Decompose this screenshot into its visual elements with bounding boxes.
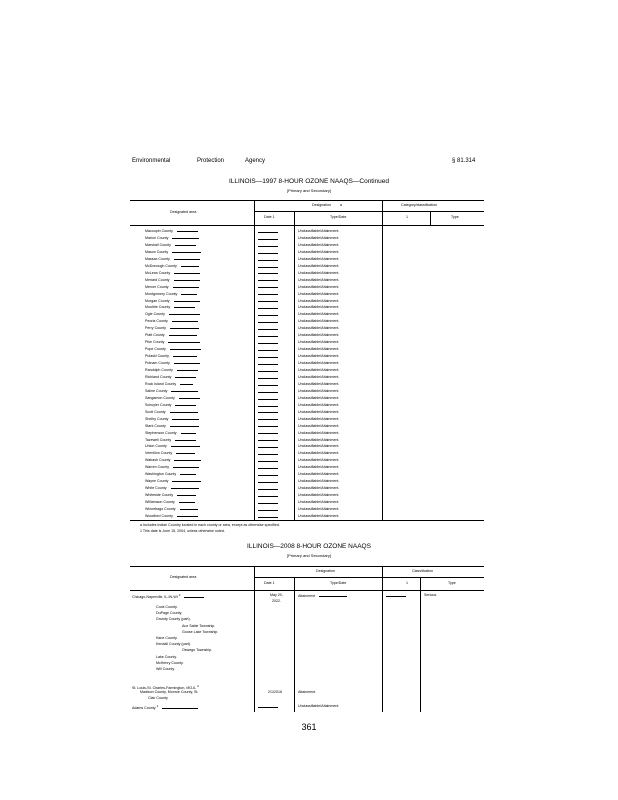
adams-leader bbox=[162, 705, 198, 709]
table1-row-type: Unclassifiable/Attainment. bbox=[298, 361, 340, 366]
table1-row-leader bbox=[170, 346, 201, 350]
table1-row-area bbox=[145, 443, 200, 449]
table1-row-type: Unclassifiable/Attainment. bbox=[298, 249, 340, 254]
table2-top-rule bbox=[130, 566, 484, 567]
table2-col-cls-date: 1 bbox=[406, 581, 408, 585]
table1-row-area-label: Schuyler County bbox=[145, 402, 172, 407]
chicago-member: Kendall County (part). bbox=[156, 642, 191, 647]
table1-row-type: Unclassifiable/Attainment. bbox=[298, 465, 340, 470]
table1-col-cat-type: Type bbox=[451, 215, 459, 219]
table1-row-leader bbox=[172, 249, 201, 253]
header-section: § 81.314 bbox=[452, 158, 476, 164]
table1-row-type: Unclassifiable/Attainment. bbox=[298, 298, 340, 303]
stlouis-line-2: Madison County, Monroe County, St. bbox=[140, 690, 199, 694]
header-agency-mid: Protection bbox=[197, 158, 225, 164]
table1-col-date bbox=[264, 214, 275, 220]
table1-row-date-blank bbox=[258, 311, 278, 316]
table1-row-area bbox=[145, 499, 195, 505]
table1-row-leader bbox=[172, 478, 201, 482]
table1-row-area bbox=[145, 367, 198, 373]
stlouis-date: 2/1/2016 bbox=[268, 690, 282, 694]
table1-row-type: Unclassifiable/Attainment. bbox=[298, 402, 340, 407]
table1-row-date-blank bbox=[258, 263, 278, 268]
table1-row-leader bbox=[170, 325, 199, 329]
table1-row-date-blank bbox=[258, 464, 278, 469]
table1-row-area bbox=[145, 339, 200, 345]
table1-row-area-label: Rock Island County bbox=[145, 381, 177, 386]
table1-row-area-label: Mercer County bbox=[145, 284, 169, 289]
table1-row-area bbox=[145, 416, 199, 422]
table1-row-area-label: Washington County bbox=[145, 472, 177, 477]
table1-row-date-blank bbox=[258, 367, 278, 372]
table1-row-date-blank bbox=[258, 457, 278, 462]
table1-row-area bbox=[145, 485, 199, 491]
table1-row-date-blank bbox=[258, 291, 278, 296]
chicago-member: Cook County. bbox=[156, 605, 178, 609]
table1-row-date-blank bbox=[258, 235, 278, 240]
table1-row-area bbox=[145, 277, 200, 283]
chicago-area bbox=[132, 593, 204, 600]
table1-row-area bbox=[145, 298, 200, 304]
table1-row-date-blank bbox=[258, 339, 278, 344]
table2-vline-4 bbox=[420, 577, 421, 712]
table1-row-date-blank bbox=[258, 409, 278, 414]
table1-row-date-blank bbox=[258, 437, 278, 442]
table1-col-cat-date: 1 bbox=[406, 215, 408, 219]
table1-row-area-label: Randolph County bbox=[145, 368, 173, 372]
chicago-member: DuPage County. bbox=[156, 611, 183, 616]
table1-row-area bbox=[145, 263, 199, 269]
table1-row-date-blank bbox=[258, 492, 278, 497]
table1-row-leader bbox=[175, 402, 196, 406]
table1-row-date-blank bbox=[258, 395, 278, 400]
table1-row-area-label: Vermilion County bbox=[145, 451, 173, 456]
table1-row-area bbox=[145, 249, 201, 255]
table1-row-area bbox=[145, 409, 198, 415]
table1-row-date-blank bbox=[258, 346, 278, 351]
table1-row-area-label: Pike County bbox=[145, 340, 165, 345]
table1-row-type: Unclassifiable/Attainment. bbox=[298, 347, 340, 352]
table1-row-area bbox=[145, 374, 196, 380]
table1-row-date-blank bbox=[258, 471, 278, 476]
table1-title: ILLINOIS—1997 8-HOUR OZONE NAAQS—Continued bbox=[228, 178, 390, 185]
table1-row-date-blank bbox=[258, 443, 278, 448]
table1-row-area bbox=[145, 353, 197, 359]
chicago-member: McHenry County. bbox=[156, 660, 184, 665]
chicago-member: Goose Lake Township. bbox=[182, 629, 219, 634]
table1-row-area bbox=[145, 235, 199, 241]
table1-row-date-blank bbox=[258, 416, 278, 421]
table1-row-area-label: Shelby County bbox=[145, 416, 169, 421]
table1-row-type: Unclassifiable/Attainment. bbox=[298, 472, 340, 477]
table1-row-area bbox=[145, 492, 196, 498]
table1-row-leader bbox=[181, 263, 199, 267]
table1-row-type: Unclassifiable/Attainment. bbox=[298, 500, 340, 505]
table1-row-date-blank bbox=[258, 242, 278, 247]
table1-designation-note: a bbox=[339, 203, 342, 207]
table1-row-area-label: McLean County bbox=[145, 270, 171, 275]
table1-row-leader bbox=[172, 416, 198, 420]
table1-row-type: Unclassifiable/Attainment. bbox=[298, 340, 340, 345]
table1-col-type: Type/Date bbox=[330, 215, 347, 219]
stlouis-type: Attainment. bbox=[298, 690, 317, 694]
table2-col-cls-type: Type bbox=[448, 581, 456, 585]
table1-row-area-label: Saline County bbox=[145, 388, 168, 393]
table1-row-area-label: Winnebago County bbox=[145, 507, 176, 511]
table1-row-date-blank bbox=[258, 402, 278, 407]
table1-row-type: Unclassifiable/Attainment. bbox=[298, 277, 340, 282]
table1-row-area bbox=[145, 430, 196, 436]
table1-row-area bbox=[145, 360, 200, 366]
table1-row-leader bbox=[175, 242, 196, 246]
chicago-area-label: Chicago-Naperville, IL-IN-WI bbox=[132, 595, 178, 600]
table1-row-date-blank bbox=[258, 506, 278, 511]
table1-row-leader bbox=[174, 457, 200, 461]
table1-row-type: Unclassifiable/Attainment. bbox=[298, 458, 340, 463]
table1-row-date-blank bbox=[258, 374, 278, 379]
table1-row-leader bbox=[170, 423, 199, 427]
table1-row-type: Unclassifiable/Attainment. bbox=[298, 312, 340, 317]
table1-row-date-blank bbox=[258, 478, 278, 483]
table1-row-area-label: Morgan County bbox=[145, 298, 170, 303]
table1-row-type: Unclassifiable/Attainment. bbox=[298, 409, 340, 414]
table1-row-area-label: Sangamon County bbox=[145, 395, 175, 400]
table1-row-area bbox=[145, 471, 196, 477]
table1-row-leader bbox=[171, 485, 200, 489]
table1-row-leader bbox=[173, 464, 199, 468]
table1-row-type: Unclassifiable/Attainment. bbox=[298, 479, 340, 484]
table1-col-designation bbox=[312, 202, 342, 208]
table1-row-area-label: Peoria County bbox=[145, 319, 168, 324]
table2-subhead-rule bbox=[254, 577, 484, 578]
table1-row-leader bbox=[181, 291, 197, 295]
table1-row-area-label: Scott County bbox=[145, 409, 166, 414]
table1-row-leader bbox=[180, 506, 198, 510]
table1-row-area bbox=[145, 325, 199, 331]
chicago-leader bbox=[184, 594, 204, 598]
chicago-note: 2 bbox=[178, 593, 181, 597]
table1-row-leader bbox=[177, 228, 198, 232]
table1-row-leader bbox=[179, 499, 195, 503]
chicago-member: Kane County. bbox=[156, 636, 178, 640]
table1-row-area-label: Stark County bbox=[145, 423, 166, 428]
page-number: 361 bbox=[301, 722, 317, 732]
table1-row-leader bbox=[174, 270, 200, 274]
adams-note: 2 bbox=[156, 704, 159, 708]
stlouis-line-3: Clair County bbox=[148, 696, 168, 700]
table1-footnote-a: a Includes Indian Country located in each county or area, except as otherwise specified. bbox=[140, 523, 280, 527]
table1-row-date-blank bbox=[258, 325, 278, 330]
table1-row-type: Unclassifiable/Attainment. bbox=[298, 388, 340, 393]
table2-vline-3 bbox=[382, 566, 383, 712]
table1-row-area bbox=[145, 270, 200, 276]
table1-row-area-label: Massac County bbox=[145, 256, 170, 261]
table1-row-leader bbox=[173, 284, 199, 288]
table1-row-area-label: Tazewell County bbox=[145, 437, 172, 442]
table1-row-type: Unclassifiable/Attainment. bbox=[298, 437, 340, 442]
table1-row-area bbox=[145, 423, 199, 429]
table1-row-area bbox=[145, 402, 196, 408]
table1-row-date-blank bbox=[258, 381, 278, 386]
table1-row-area-label: Macoupin County bbox=[145, 229, 173, 233]
table1-row-date-blank bbox=[258, 332, 278, 337]
chicago-cls-date-blank bbox=[386, 596, 406, 597]
table1-row-area-label: Pulaski County bbox=[145, 354, 169, 359]
table1-row-type: Unclassifiable/Attainment. bbox=[298, 486, 340, 491]
table1-row-type: Unclassifiable/Attainment. bbox=[298, 256, 340, 261]
table1-row-area bbox=[145, 346, 201, 352]
table1-row-area bbox=[145, 513, 198, 519]
table1-row-leader bbox=[181, 430, 197, 434]
table1-row-area bbox=[145, 450, 195, 456]
table1-row-area-label: Whiteside County bbox=[145, 493, 174, 498]
table1-row-type: Unclassifiable/Attainment. bbox=[298, 374, 340, 379]
table1-row-area bbox=[145, 381, 193, 387]
table1-row-area bbox=[145, 242, 196, 248]
table1-row-area bbox=[145, 437, 196, 443]
table1-subhead-rule bbox=[254, 211, 484, 212]
table1-row-area bbox=[145, 478, 201, 484]
table1-row-leader bbox=[175, 374, 196, 378]
table1-row-date-blank bbox=[258, 360, 278, 365]
table1-row-area-label: Piatt County bbox=[145, 333, 165, 338]
table1-row-date-blank bbox=[258, 277, 278, 282]
table1-row-leader bbox=[170, 409, 199, 413]
table1-row-area-label: Menard County bbox=[145, 277, 170, 282]
table1-row-leader bbox=[172, 235, 198, 239]
table1-col-designation-label: Designation bbox=[312, 203, 331, 207]
table1-top-rule bbox=[130, 200, 484, 201]
table1-row-leader bbox=[171, 388, 197, 392]
table1-col-area: Designated area bbox=[170, 210, 197, 214]
table1-row-type: Unclassifiable/Attainment. bbox=[298, 451, 340, 456]
table2-title: ILLINOIS—2008 8-HOUR OZONE NAAQS bbox=[247, 543, 371, 550]
table1-row-type: Unclassifiable/Attainment. bbox=[298, 235, 340, 240]
table1-row-leader bbox=[174, 256, 200, 260]
table1-row-leader bbox=[179, 395, 200, 399]
table1-row-leader bbox=[175, 437, 196, 441]
table1-subtitle: [Primary and Secondary] bbox=[286, 188, 332, 193]
chicago-type bbox=[298, 593, 347, 599]
table1-date-note: 1 bbox=[272, 215, 275, 219]
table1-row-date-blank bbox=[258, 318, 278, 323]
table1-row-area-label: Marshall County bbox=[145, 242, 171, 247]
table1-col-category: Category/classification bbox=[401, 203, 437, 207]
table1-row-leader bbox=[180, 381, 193, 385]
stlouis-line-1-label: St. Louis-St. Charles-Farmington, MO-IL bbox=[132, 686, 197, 691]
chicago-member: Oswego Township. bbox=[182, 648, 213, 653]
table1-row-date-blank bbox=[258, 430, 278, 435]
table1-row-date-blank bbox=[258, 485, 278, 490]
table1-row-area-label: Marion County bbox=[145, 235, 169, 240]
table2-vline-2 bbox=[294, 577, 295, 712]
header-agency-left: Environmental bbox=[132, 158, 171, 164]
table1-row-type: Unclassifiable/Attainment. bbox=[298, 493, 340, 498]
adams-date-blank bbox=[258, 707, 278, 708]
table1-vline-4 bbox=[430, 211, 431, 225]
table1-row-date-blank bbox=[258, 298, 278, 303]
table1-row-area-label: Woodford County bbox=[145, 513, 173, 518]
table2-vline-1 bbox=[254, 566, 255, 712]
table1-row-area bbox=[145, 395, 200, 401]
table2-date-note: 1 bbox=[272, 581, 275, 585]
chicago-type-leader bbox=[319, 593, 347, 597]
table1-row-type: Unclassifiable/Attainment. bbox=[298, 333, 340, 338]
table1-row-area bbox=[145, 506, 198, 512]
table1-row-leader bbox=[177, 513, 198, 517]
table1-row-type: Unclassifiable/Attainment. bbox=[298, 444, 340, 449]
table1-row-area-label: Wayne County bbox=[145, 479, 169, 484]
table1-vline-1 bbox=[254, 200, 255, 520]
table1-row-leader bbox=[177, 367, 198, 371]
chicago-cls-type: Serious. bbox=[424, 593, 438, 597]
chicago-member: Will County. bbox=[156, 667, 175, 671]
table1-row-area bbox=[145, 256, 200, 262]
table1-row-leader bbox=[174, 360, 200, 364]
table1-row-date-blank bbox=[258, 270, 278, 275]
table2-subtitle: [Primary and Secondary] bbox=[286, 553, 332, 558]
table1-row-area-label: Putnam County bbox=[145, 361, 170, 366]
table1-row-date-blank bbox=[258, 388, 278, 393]
table2-head-rule bbox=[130, 590, 484, 591]
table1-row-area-label: Pope County bbox=[145, 347, 166, 352]
table1-row-type: Unclassifiable/Attainment. bbox=[298, 381, 340, 386]
table1-row-type: Unclassifiable/Attainment. bbox=[298, 326, 340, 331]
table1-row-leader bbox=[169, 332, 198, 336]
table1-row-date-blank bbox=[258, 249, 278, 254]
chicago-member: Lake County. bbox=[156, 654, 177, 659]
table1-row-area-label: Mason County bbox=[145, 249, 169, 254]
table2-col-designation: Designation bbox=[316, 569, 335, 573]
table1-row-area-label: White County bbox=[145, 486, 167, 491]
table1-row-area-label: Richland County bbox=[145, 374, 172, 379]
table1-row-type: Unclassifiable/Attainment. bbox=[298, 507, 340, 511]
table1-row-type: Unclassifiable/Attainment. bbox=[298, 284, 340, 289]
table1-row-date-blank bbox=[258, 284, 278, 289]
table1-row-leader bbox=[168, 339, 199, 343]
table1-row-area bbox=[145, 464, 199, 470]
table1-row-area-label: McDonough County bbox=[145, 263, 177, 268]
table1-row-type: Unclassifiable/Attainment. bbox=[298, 513, 340, 518]
table1-row-leader bbox=[169, 311, 200, 315]
chicago-date-2: 2022. bbox=[272, 599, 281, 603]
table1-row-type: Unclassifiable/Attainment. bbox=[298, 270, 340, 275]
table1-row-leader bbox=[173, 353, 197, 357]
table1-row-area bbox=[145, 457, 201, 463]
table1-footnote-1: 1 This date is June 15, 2004, unless otherwise noted. bbox=[140, 529, 225, 533]
table1-row-area-label: Perry County bbox=[145, 326, 166, 331]
table1-row-area-label: Williamson County bbox=[145, 500, 175, 505]
table1-row-area bbox=[145, 284, 199, 290]
table1-row-date-blank bbox=[258, 256, 278, 261]
adams-type: Unclassifiable/Attainment. bbox=[298, 704, 340, 708]
table1-row-area-label: Union County bbox=[145, 444, 167, 449]
table1-row-area-label: Warren County bbox=[145, 465, 170, 470]
chicago-member: Grundy County (part). bbox=[156, 617, 191, 622]
table1-row-type: Unclassifiable/Attainment. bbox=[298, 229, 340, 233]
table1-row-type: Unclassifiable/Attainment. bbox=[298, 291, 340, 296]
table1-row-type: Unclassifiable/Attainment. bbox=[298, 416, 340, 421]
table1-row-type: Unclassifiable/Attainment. bbox=[298, 242, 340, 247]
table1-row-area-label: Montgomery County bbox=[145, 291, 178, 296]
table1-row-leader bbox=[171, 443, 200, 447]
table1-row-area bbox=[145, 228, 198, 234]
table1-row-type: Unclassifiable/Attainment. bbox=[298, 319, 340, 324]
table1-row-area bbox=[145, 388, 198, 394]
table1-row-area bbox=[145, 332, 197, 338]
table1-row-leader bbox=[174, 304, 195, 308]
adams-area-label: Adams County bbox=[132, 706, 156, 711]
table1-row-type: Unclassifiable/Attainment. bbox=[298, 423, 340, 428]
table1-col-date-label: Date bbox=[264, 215, 272, 219]
table1-row-leader bbox=[174, 298, 200, 302]
table1-row-date-blank bbox=[258, 423, 278, 428]
table2-col-area: Designated area bbox=[170, 575, 197, 579]
table1-bottom-rule bbox=[130, 520, 484, 521]
table1-row-leader bbox=[172, 318, 198, 322]
chicago-member: Aux Sable Township. bbox=[182, 623, 216, 628]
table1-row-date-blank bbox=[258, 304, 278, 309]
table1-row-area bbox=[145, 318, 198, 324]
table1-row-leader bbox=[180, 471, 196, 475]
table1-vline-2 bbox=[294, 211, 295, 520]
table1-vline-3 bbox=[382, 200, 383, 520]
table1-row-type: Unclassifiable/Attainment. bbox=[298, 263, 340, 268]
table2-col-classification: Classification bbox=[412, 569, 434, 573]
table1-row-date-blank bbox=[258, 228, 278, 233]
table1-row-type: Unclassifiable/Attainment. bbox=[298, 395, 340, 400]
table1-row-area-label: Ogle County bbox=[145, 312, 165, 317]
table1-row-area-label: Wabash County bbox=[145, 458, 171, 463]
table1-row-area bbox=[145, 311, 200, 317]
table1-row-area-label: Stephenson County bbox=[145, 430, 177, 435]
chicago-date-1: May 20, bbox=[270, 593, 283, 597]
table2-col-type: Type/Date bbox=[330, 581, 347, 585]
table1-row-type: Unclassifiable/Attainment. bbox=[298, 430, 340, 435]
table1-row-area-label: Moultrie County bbox=[145, 305, 171, 310]
table1-row-leader bbox=[177, 492, 195, 496]
table1-row-type: Unclassifiable/Attainment. bbox=[298, 368, 340, 372]
table1-row-date-blank bbox=[258, 450, 278, 455]
table1-row-type: Unclassifiable/Attainment. bbox=[298, 305, 340, 310]
chicago-type-label: Attainment bbox=[298, 594, 316, 598]
table1-row-area bbox=[145, 291, 197, 297]
header-agency-right: Agency bbox=[245, 158, 266, 164]
table1-row-area bbox=[145, 304, 195, 310]
table1-row-leader bbox=[174, 277, 200, 281]
table1-row-date-blank bbox=[258, 513, 278, 518]
stlouis-note: 2 bbox=[197, 684, 199, 688]
table1-head-rule bbox=[130, 225, 484, 226]
adams-area bbox=[132, 704, 198, 711]
table2-col-date-label: Date bbox=[264, 581, 272, 585]
table1-row-date-blank bbox=[258, 353, 278, 358]
table1-row-type: Unclassifiable/Attainment. bbox=[298, 354, 340, 359]
table1-row-leader bbox=[176, 450, 194, 454]
table2-col-date bbox=[264, 580, 275, 586]
table1-row-date-blank bbox=[258, 499, 278, 504]
